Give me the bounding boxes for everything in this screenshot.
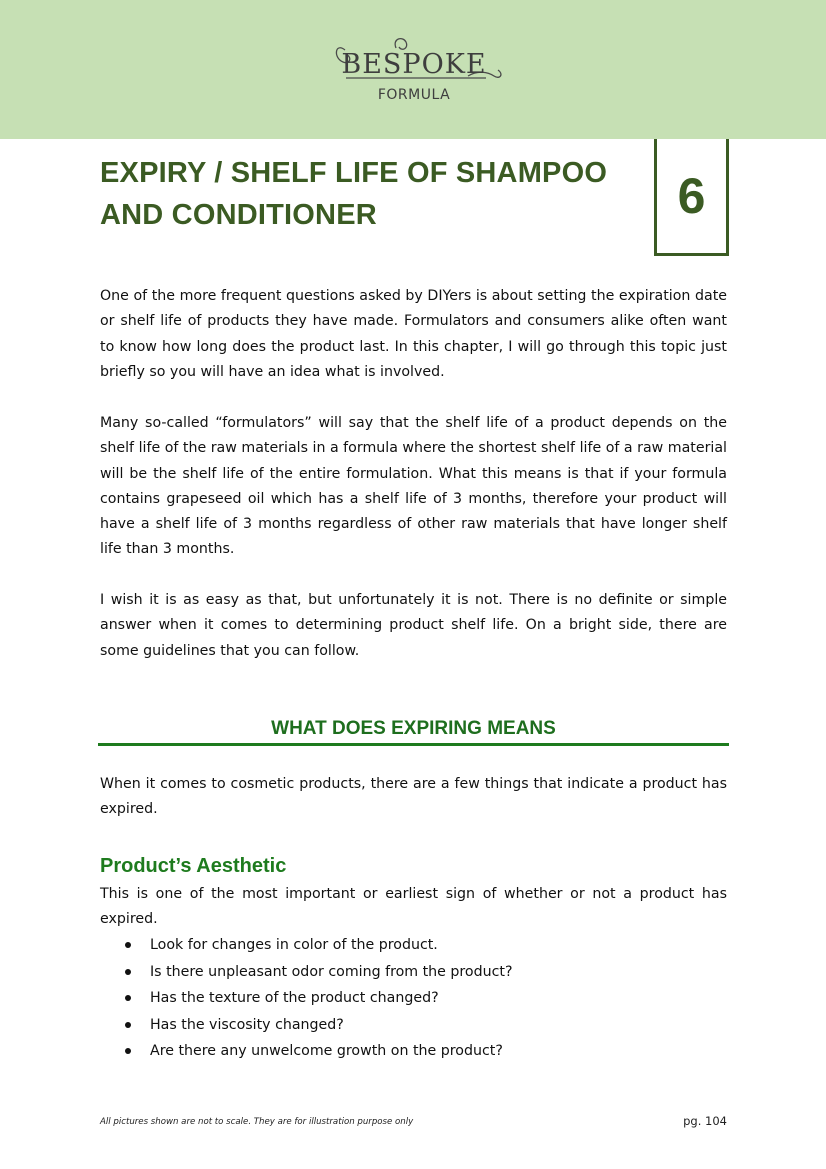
intro-paragraph-3: I wish it is as easy as that, but unfortunately it is not. There is no definite or simple answer when it comes to determining product shelf life. On a bright side, there are some guidelines that you can follow. <box>100 592 727 659</box>
footer-note: All pictures shown are not to scale. They are for illustration purpose only <box>100 1117 414 1127</box>
bullet-list <box>100 932 727 1065</box>
list-item <box>100 1012 727 1039</box>
chapter-number: 6 <box>677 168 706 224</box>
bullet-icon <box>125 969 131 975</box>
chapter-number-box <box>654 139 729 256</box>
section-intro: When it comes to cosmetic products, there are a few things that indicate a product has expired. <box>100 776 727 818</box>
chapter-title-line-2: AND CONDITIONER <box>100 199 377 231</box>
list-item-text: Look for changes in color of the product. <box>150 937 438 953</box>
section-heading: WHAT DOES EXPIRING MEANS <box>98 715 729 746</box>
list-item-text: Has the texture of the product changed? <box>150 990 439 1006</box>
list-item-text: Has the viscosity changed? <box>150 1016 344 1033</box>
subsection-heading: Product’s Aesthetic <box>100 855 287 877</box>
intro-paragraph-2: Many so-called “formulators” will say that the shelf life of a product depends on the shelf life of the raw materials in a formula where the shortest shelf life of a raw material will be the shelf life of the entire formulation. What this means is that if your formula contains grapeseed oil which has a shelf life of 3 months, therefore your product will have a shelf life of 3 months regardless of other raw materials that have longer shelf life than 3 months. <box>100 415 727 558</box>
list-item-text: Are there any unwelcome growth on the product? <box>150 1043 503 1059</box>
logo-subtext: FORMULA <box>377 87 451 103</box>
intro-paragraph-1: One of the more frequent questions asked by DIYers is about setting the expiration date or shelf life of products they have made. Formulators and consumers alike often want to know how long does the product last. In this chapter, I will go through this topic just briefly so you will have an idea what is involved. <box>100 288 727 380</box>
list-item <box>100 1038 727 1065</box>
bullet-icon <box>125 995 131 1001</box>
logo-wordmark: BESPOKE <box>341 49 487 80</box>
bullet-icon <box>125 942 131 948</box>
chapter-title-line-1: EXPIRY / SHELF LIFE OF SHAMPOO <box>100 157 608 189</box>
list-item <box>100 959 727 986</box>
list-item <box>100 985 727 1012</box>
list-item-text: Is there unpleasant odor coming from the product? <box>150 963 513 980</box>
page-number: pg. 104 <box>683 1114 727 1128</box>
list-item <box>100 932 727 959</box>
bespoke-formula-logo <box>0 0 826 139</box>
bullet-icon <box>125 1048 131 1054</box>
bullet-icon <box>125 1022 131 1028</box>
chapter-title <box>100 152 620 236</box>
subsection-intro: This is one of the most important or earliest sign of whether or not a product has expired. <box>100 886 727 928</box>
